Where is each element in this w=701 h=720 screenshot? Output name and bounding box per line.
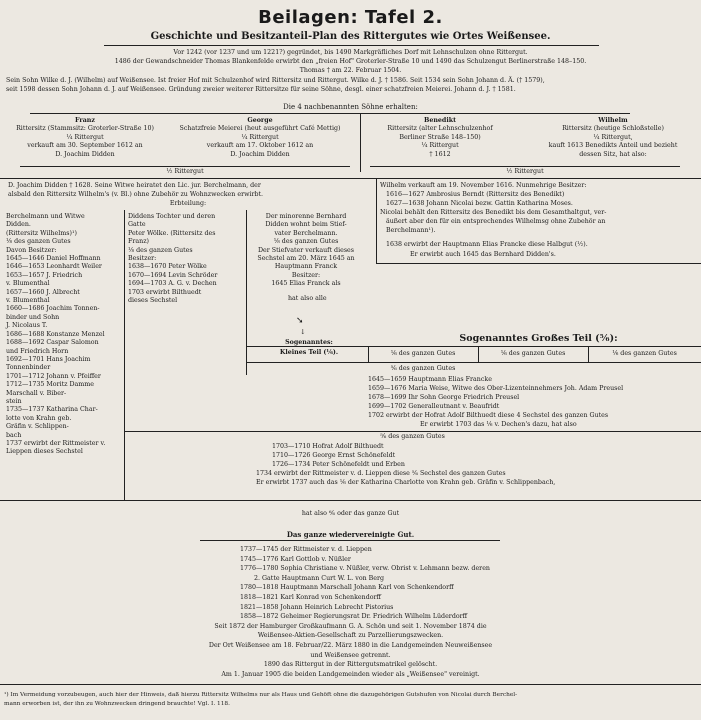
col1-line: v. Blumenthal — [6, 297, 50, 305]
col2-line: Franz) — [128, 238, 149, 246]
son-name: George — [247, 117, 273, 124]
wilhelm-line: 1627—1638 Johann Nicolai bezw. Gattin Katharina Moses. — [386, 200, 573, 207]
grosses-owner: 1659—1676 Maria Weise, Witwe des Ober-Lizenteinnehmers Joh. Adam Preusel — [368, 385, 624, 392]
son-line: ¼ Rittergut — [241, 133, 279, 141]
wilhelm-line: 1638 erwirbt der Hauptmann Elias Francke diese Halbgut (½). — [386, 241, 588, 248]
son-george — [170, 117, 350, 159]
col1-line: Didden. — [6, 221, 31, 229]
lower-owner: 1734 erwirbt der Rittmeister v. d. Lieppen diese ⁵⁄₆ Sechstel des ganzen Gutes — [256, 470, 506, 477]
wilhelm-line: Er erwirbt auch 1645 das Bernhard Didden's. — [410, 251, 556, 258]
grosses-cell: ⅙ des ganzen Gutes — [390, 350, 456, 357]
son-line: † 1612 — [429, 150, 451, 158]
col1-line: v. Blumenthal — [6, 280, 50, 288]
ganze-title: Das ganze wiedervereinigte Gut. — [286, 530, 415, 539]
lower-head: ⁵⁄₆ des ganzen Gutes — [380, 433, 445, 440]
wilhelm-line: Berchelmann¹). — [386, 227, 436, 234]
col2-line: Peter Wölke. (Rittersitz des — [128, 229, 216, 237]
col1-line: Tonnenbinder — [6, 364, 51, 372]
col2-line: dieses Sechstel — [128, 297, 178, 305]
ganze-owner: 1737—1745 der Rittmeister v. d. Lieppen — [240, 546, 372, 553]
lower-owner: 1703—1710 Hofrat Adolf Bilthuedt — [272, 443, 384, 450]
grosses-cell: ⅙ des ganzen Gutes — [500, 350, 566, 357]
footnote-line: mann erworben ist, der ihn zu Wohnzwecken dringend brauchte! Vgl. I. 118. — [4, 701, 230, 707]
intro-line: 1486 der Gewandschneider Thomas Blankenfelde erwirbt den „freien Hof" Groterler-Straße 10 und 1490 das Schulzengut Berlinerstraße 148–150. — [114, 58, 587, 65]
col3-line: vater Berchelmann. — [274, 229, 338, 237]
half-rule-right — [370, 166, 680, 167]
col1-line: 1653—1657 J. Friedrich — [6, 271, 83, 279]
son-line: Rittersitz (Stammsitz: Groterler-Straße 10) — [16, 125, 154, 133]
son-name: Benedikt — [424, 117, 456, 124]
hat-also-alle: hat also alle — [288, 295, 327, 302]
ganze-rule — [200, 540, 500, 541]
son-wilhelm — [525, 117, 701, 159]
sons-rule — [30, 113, 630, 114]
grosses-rule-2 — [246, 362, 701, 363]
col1-line: 1735—1737 Katharina Char- — [6, 406, 98, 414]
lower-owner: 1710—1726 George Ernst Schönefeldt — [272, 452, 396, 459]
son-name: Franz — [75, 117, 95, 124]
ganze-owner: 1776—1780 Sophia Christiane v. Nüßler, verw. Obrist v. Lehmann bezw. deren — [240, 565, 490, 573]
col2-line: ⅛ des ganzen Gutes — [128, 246, 193, 254]
lower-owner: Er erwirbt 1737 auch das ⅙ der Katharina Charlotte von Krahn geb. Gräfin v. Schlippenbach, — [256, 479, 556, 486]
section-rule — [0, 178, 701, 179]
col2-line: Gatte — [128, 221, 146, 229]
col2-wolke — [128, 213, 246, 305]
col1-divider — [124, 210, 125, 500]
col2-line: 1703 erwirbt Bilthuedt — [128, 288, 202, 296]
col1-line: 1712—1735 Moritz Damme — [6, 381, 94, 389]
col3-line: Besitzer: — [291, 271, 321, 279]
col1-line: binder und Sohn — [6, 313, 60, 321]
col1-line: 1701—1712 Johann v. Pfeiffer — [6, 372, 101, 380]
ganze-owner: 1780—1818 Hauptmann Marschall Johann Karl von Schenkendorff — [240, 584, 454, 592]
col1-line: J. Nicolaus T. — [6, 322, 48, 330]
grosses-cell: ⅙ des ganzen Gutes — [612, 350, 677, 357]
col3-line: Sechstel am 20. März 1645 an — [257, 255, 355, 263]
didden-line: D. Joachim Didden † 1628. Seine Witwe heiratet den Lic. jur. Berchelmann, der — [8, 182, 261, 189]
intro-line: seit 1598 dessen Sohn Johann d. J. auf Weißensee. Gründung zweier weiterer Rittersitze für seine Söhne, desgl. einer schatzfreien Meierei. Johann d. J. † 1581. — [6, 86, 516, 93]
wilhelm-line: äußert aber den für ein entsprechendes Wilhelmsg ohne Zubehör an — [386, 218, 606, 225]
col1-line: Marschall v. Biber- — [6, 389, 67, 397]
hat-also-ganz: hat also ⁶⁄₆ oder das ganze Gut — [301, 510, 400, 517]
ganze-owner: 1890 das Rittergut in der Rittergutsmatrikel gelöscht. — [263, 661, 438, 669]
lower-rule — [124, 431, 701, 432]
col3-bernhard — [248, 213, 364, 289]
intro-line: Vor 1242 (vor 1237 und um 1221?) gegründet, bis 1490 Markgräfliches Dorf mit Lehnschulzen ohne Rittergut. — [173, 49, 528, 56]
grosses-mid: ⁵⁄₆ des ganzen Gutes — [390, 365, 456, 372]
ganze-owner: Der Ort Weißensee am 18. Februar/22. März 1880 in die Landgemeinden Neuweißensee — [208, 642, 493, 649]
intro-line: Sein Sohn Wilke d. J. (Wilhelm) auf Weißensee. Ist freier Hof mit Schulzenhof wird Rittersitz und Rittergut. Wilke d. J. † 1586. Seit 1534 sein Sohn Johann d. Ä. († 1579), — [6, 77, 545, 84]
son-franz — [0, 117, 170, 159]
grosses-rule — [246, 346, 701, 347]
son-line: Schatzfreie Meierei (heut ausgeführt Café Mettig) — [179, 125, 341, 133]
kleines-label: Sogenanntes: — [285, 339, 333, 346]
son-benedikt — [355, 117, 525, 159]
col1-line: lotte von Krahn geb. — [6, 414, 72, 422]
col3-line: 1645 Elias Franck als — [271, 280, 341, 288]
wilhelm-line: Wilhelm verkauft am 19. November 1616. Nunmehrige Besitzer: — [380, 182, 587, 189]
col1-line: 1688—1692 Caspar Salomon — [6, 339, 99, 347]
grosses-title: Sogenanntes Großes Teil (⁵⁄₆): — [459, 333, 618, 344]
col1-line: bach — [6, 431, 22, 439]
grosses-owner: 1699—1702 Generalleutnant v. Beaufridt — [368, 403, 500, 410]
col1-line: 1660—1686 Joachim Tonnen- — [6, 305, 100, 313]
wilhelm-line: Nicolai behält den Rittersitz des Benedikt bis dem Gesamthaltgut, ver- — [380, 209, 607, 216]
kleines-label-2: Kleines Teil (⅙). — [279, 349, 339, 356]
col1-line: stein — [6, 397, 22, 405]
ganz-rule — [0, 500, 701, 501]
ganze-owner: 1858—1872 Geheimer Regierungsrat Dr. Friedrich Wilhelm Lüderdorff — [240, 613, 468, 621]
ganze-owner: Weißensee-Aktien-Gesellschaft zu Parzellierungszwecken. — [257, 632, 444, 640]
ganze-owner: 1818—1821 Karl Konrad von Schenkendorff — [240, 594, 381, 601]
col1-line: Gräfin v. Schlippen- — [6, 423, 69, 431]
didden-line: alsbald den Rittersitz Wilhelm's (v. Bl.) ohne Zubehör zu Wohnzwecken erwirbt. — [8, 191, 264, 198]
son-line: D. Joachim Didden — [55, 150, 115, 158]
son-line: verkauft am 30. September 1612 an — [27, 142, 143, 150]
col1-line: ⅛ des ganzen Gutes — [6, 238, 71, 246]
sons-divider — [360, 114, 361, 172]
col2-line: Besitzer: — [128, 255, 157, 263]
col3-line: Hauptmann Franck — [274, 263, 338, 271]
grosses-owner: 1702 erwirbt der Hofrat Adolf Bilthuedt diese 4 Sechstel des ganzen Gutes — [368, 412, 609, 419]
subtitle-rule — [104, 45, 599, 46]
arrow-glyph-icon: ↓ — [300, 328, 306, 336]
col1-line: (Rittersitz Wilhelms)¹) — [6, 229, 77, 237]
son-line: Berliner Straße 148–150) — [399, 133, 481, 141]
col1-line: und Friedrich Horn — [6, 347, 69, 355]
ganze-owner: Seit 1872 der Hamburger Großkaufmann G. A. Schön und seit 1. November 1874 die — [214, 622, 487, 630]
son-name: Wilhelm — [598, 117, 628, 124]
col1-line: 1686—1688 Konstanze Menzel — [6, 330, 105, 338]
main-divider — [376, 178, 377, 263]
col1-line: Lieppen dieses Sechstel — [6, 448, 83, 456]
col2-line: Diddens Tochter und deren — [128, 213, 216, 220]
grosses-owner: 1645—1659 Hauptmann Elias Francke — [368, 376, 492, 383]
ganze-owner: 1821—1858 Johann Heinrich Lebrecht Pistorius — [240, 603, 394, 611]
col3-line: Didden wohnt beim Stief- — [265, 221, 347, 229]
half-rule-left — [20, 166, 350, 167]
intro-line: Thomas † am 22. Februar 1504. — [299, 67, 402, 74]
col1-berchelmann — [6, 213, 124, 457]
son-line: ¼ Rittergut — [66, 133, 104, 141]
sons-heading: Die 4 nachbenannten Söhne erhalten: — [283, 103, 418, 111]
ganze-owner: 1745—1776 Karl Gottlob v. Nüßler — [240, 555, 351, 563]
son-line: Rittersitz (alter Lehnschulzenhof — [387, 125, 493, 133]
col1-line: 1645—1646 Daniel Hoffmann — [6, 255, 101, 263]
page-title: Beilagen: Tafel 2. — [258, 7, 443, 28]
grosses-owner: 1678—1699 Ihr Sohn George Friedrich Preusel — [368, 394, 520, 401]
col1-line: 1657—1660 J. Albrecht — [6, 288, 80, 296]
son-line: dessen Sitz, hat also: — [579, 150, 647, 158]
col2-line: 1638—1670 Peter Wölke — [128, 263, 207, 271]
col1-line: Berchelmann und Witwe — [6, 213, 85, 220]
col2-line: 1670—1694 Levin Schröder — [128, 271, 218, 279]
col2-divider — [246, 210, 247, 375]
son-line: kauft 1613 Benedikts Anteil und bezieht — [548, 142, 678, 150]
wilhelm-line: 1616—1627 Ambrosius Berndt (Rittersitz des Benedikt) — [386, 191, 565, 198]
didden-line: Erbteilung: — [169, 200, 207, 207]
half-left-label: ½ Rittergut — [166, 168, 204, 175]
half-right-label: ½ Rittergut — [506, 168, 544, 175]
son-line: Rittersitz (heutige Schloßstelle) — [562, 125, 664, 133]
col3-line: ⅛ des ganzen Gutes — [273, 238, 339, 246]
son-line: verkauft am 17. Oktober 1612 an — [206, 142, 314, 150]
ganze-owner: 2. Gatte Hauptmann Curt W. L. von Berg — [254, 574, 385, 582]
footnote-rule — [0, 684, 701, 685]
son-line: D. Joachim Didden — [230, 150, 290, 158]
col1-line: Davon Besitzer: — [6, 246, 57, 254]
arrow-down-icon: ➘ — [296, 316, 304, 326]
ganze-owner: Am 1. Januar 1905 die beiden Landgemeinden wieder als „Weißensee" vereinigt. — [221, 670, 480, 678]
page-subtitle: Geschichte und Besitzanteil-Plan des Rittergutes wie Ortes Weißensee. — [150, 31, 551, 42]
col3-line: Der minorenne Bernhard — [265, 213, 347, 220]
col1-line: 1646—1653 Leonhardt Weiler — [6, 263, 102, 271]
col3-line: Der Stiefvater verkauft dieses — [257, 246, 355, 254]
grosses-owner: Er erwirbt 1703 das ⅙ v. Dechen's dazu, hat also — [420, 421, 577, 428]
lower-owner: 1726—1734 Peter Schönefeldt und Erben — [272, 461, 405, 468]
col2-line: 1694—1703 A. G. v. Dechen — [128, 280, 217, 288]
footnote-line: ¹) Im Vermeidung vorzubeugen, auch hier der Hinweis, daß hierzu Rittersitz Wilhelms nur als Haus und Gehöft ohne die dazugehörigen Gutshufen von Nicolai durch Berchel- — [4, 692, 518, 698]
col1-line: 1737 erwirbt der Rittmeister v. — [6, 439, 106, 447]
col1-line: 1692—1701 Hans Joachim — [6, 355, 91, 363]
son-line: ¼ Rittergut — [421, 142, 459, 150]
ganze-owner: und Weißensee getrennt. — [310, 651, 391, 659]
son-line: ¼ Rittergut, — [593, 133, 633, 141]
wilhelm-rule — [376, 263, 701, 264]
